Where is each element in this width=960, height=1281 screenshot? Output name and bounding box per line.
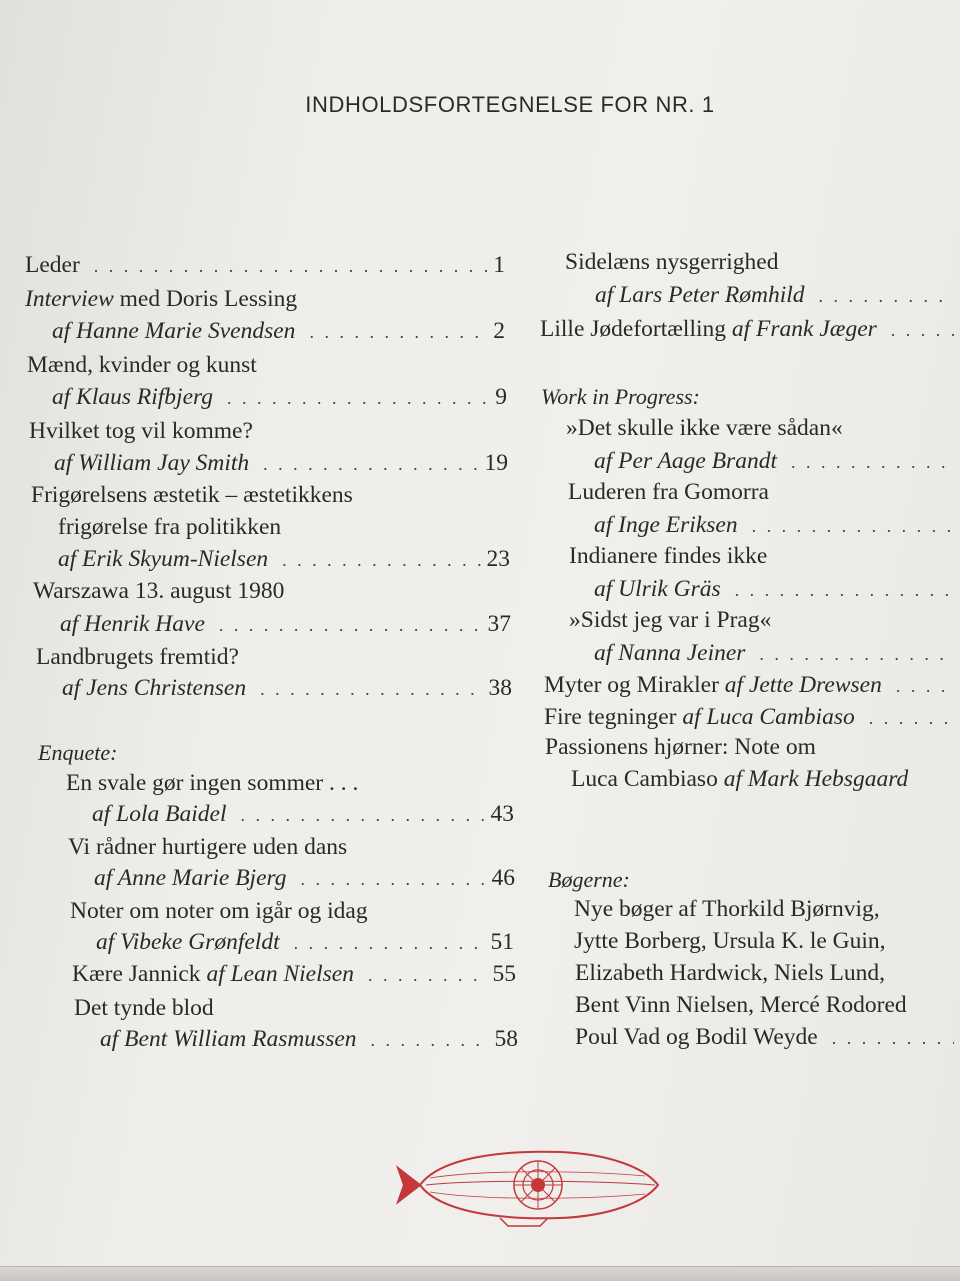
entry-title: »Sidst jeg var i Prag«	[569, 607, 772, 633]
toc-entry-landbrug-author[interactable]	[62, 675, 512, 707]
toc-entry-dans-author[interactable]	[94, 865, 515, 897]
toc-entry-prag-title[interactable]	[569, 607, 960, 639]
page-number: 9	[495, 384, 507, 410]
toc-entry-leder[interactable]	[25, 252, 505, 284]
section-heading-enquete: Enquete:	[38, 740, 118, 765]
by-prefix: af	[52, 318, 71, 344]
toc-entry-sidelaens-author[interactable]	[595, 282, 960, 314]
entry-title-italic: Interview	[25, 286, 114, 312]
airship-icon	[390, 1140, 670, 1230]
entry-author	[594, 640, 745, 667]
entry-title: Mænd, kvinder og kunst	[27, 352, 257, 378]
toc-entry-warszawa-title[interactable]	[33, 578, 505, 610]
by-prefix: af	[62, 675, 81, 701]
toc-entry-landbrug-title[interactable]	[36, 644, 505, 676]
entry-title: Landbrugets fremtid?	[36, 644, 239, 670]
dot-leader	[896, 676, 954, 697]
toc-entry-saadan-author[interactable]	[594, 448, 960, 480]
toc-entry-noter-title[interactable]	[70, 898, 510, 930]
dot-leader	[791, 452, 954, 473]
by-prefix: af	[100, 1026, 119, 1052]
entry-author	[94, 865, 287, 892]
dot-leader	[891, 320, 954, 341]
by-prefix: af	[94, 865, 113, 891]
author-name: Anne Marie Bjerg	[117, 865, 287, 891]
entry-title: Vi rådner hurtigere uden dans	[68, 834, 348, 860]
toc-entry-indianere-author[interactable]	[594, 576, 960, 608]
book-list-line-1	[574, 896, 960, 928]
entry-title: Leder	[25, 252, 80, 278]
dot-leader	[759, 644, 954, 665]
toc-entry-tog-title[interactable]	[29, 418, 505, 450]
by-prefix: af	[60, 611, 79, 637]
author-name: Jette Drewsen	[748, 672, 882, 698]
entry-title: Luderen fra Gomorra	[568, 479, 769, 505]
book-list-text: Jytte Borberg, Ursula K. le Guin,	[574, 928, 886, 954]
dot-leader	[735, 580, 954, 601]
entry-title-continued	[571, 766, 908, 793]
by-prefix: af	[595, 282, 614, 308]
toc-entry-kunst-author[interactable]	[52, 384, 507, 416]
by-prefix: af	[594, 640, 613, 666]
by-prefix: af	[723, 766, 742, 792]
toc-entry-myter[interactable]	[544, 672, 960, 704]
entry-title	[540, 316, 877, 343]
entry-title	[544, 704, 855, 731]
dot-leader	[368, 965, 487, 986]
entry-author	[92, 801, 226, 828]
page-title: INDHOLDSFORTEGNELSE FOR NR. 1	[305, 92, 715, 117]
entry-author	[52, 318, 295, 345]
dot-leader	[240, 805, 484, 826]
toc-entry-svale-title[interactable]	[66, 770, 506, 802]
dot-leader	[832, 1028, 954, 1049]
entry-author	[60, 611, 205, 638]
entry-title: Det tynde blod	[74, 995, 214, 1021]
author-name: Lars Peter Rømhild	[619, 282, 805, 308]
entry-title: Frigørelsens æstetik – æstetikkens	[31, 482, 353, 508]
by-prefix: af	[58, 546, 77, 572]
book-list-line-3	[575, 960, 960, 992]
entry-title-text: Lille Jødefortælling	[540, 316, 727, 342]
entry-title: En svale gør ingen sommer . . .	[66, 770, 359, 796]
dot-leader	[263, 454, 478, 475]
author-name: Per Aage Brandt	[618, 448, 777, 474]
section-heading-work-in-progress: Work in Progress:	[541, 384, 700, 409]
entry-author	[52, 384, 213, 411]
toc-entry-dans-title[interactable]	[68, 834, 508, 866]
dot-leader	[227, 388, 489, 409]
entry-author	[594, 448, 777, 475]
dot-leader	[282, 550, 480, 571]
entry-title: Warszawa 13. august 1980	[33, 578, 285, 604]
entry-author	[594, 512, 738, 539]
toc-entry-warszawa-author[interactable]	[60, 611, 511, 643]
entry-title-continued: frigørelse fra politikken	[58, 514, 282, 540]
author-name: Henrik Have	[84, 611, 205, 637]
page-number: 2	[493, 318, 505, 344]
by-prefix: af	[724, 672, 744, 698]
page-number: 23	[486, 546, 510, 572]
author-name: Hanne Marie Svendsen	[76, 318, 296, 344]
entry-title	[72, 961, 354, 988]
by-prefix: af	[96, 929, 115, 955]
author-name: Inge Eriksen	[618, 512, 738, 538]
toc-entry-blod-title[interactable]	[74, 995, 514, 1027]
book-list-line-4	[575, 992, 960, 1024]
toc-entry-passion-title-2[interactable]	[571, 766, 960, 798]
entry-title: Hvilket tog vil komme?	[29, 418, 253, 444]
entry-title-text: Fire tegninger	[544, 704, 677, 730]
by-prefix: af	[594, 576, 613, 602]
page-edge	[0, 1266, 960, 1281]
book-list-line-2	[574, 928, 960, 960]
page-number: 43	[490, 801, 514, 827]
dot-leader	[219, 615, 482, 636]
by-prefix: af	[54, 450, 73, 476]
toc-entry-kunst-title[interactable]	[27, 352, 505, 384]
entry-title-text: Kære Jannick	[72, 961, 201, 987]
author-name: Klaus Rifbjerg	[76, 384, 214, 410]
author-name: Jens Christensen	[86, 675, 247, 701]
by-prefix: af	[594, 512, 613, 538]
book-list-text: Elizabeth Hardwick, Niels Lund,	[575, 960, 885, 986]
toc-entry-lessing-author[interactable]	[52, 318, 505, 350]
entry-title: Noter om noter om igår og idag	[70, 898, 368, 924]
toc-entry-sidelaens-title[interactable]	[565, 249, 960, 281]
dot-leader	[819, 286, 954, 307]
page-number: 19	[484, 450, 508, 476]
toc-entry-indianere-title[interactable]	[569, 543, 960, 575]
toc-entry-frigoerelse-title-1[interactable]	[31, 482, 505, 514]
page-number: 38	[488, 675, 512, 701]
author-name: Lean Nielsen	[230, 961, 354, 987]
toc-entry-svale-author[interactable]	[92, 801, 514, 833]
dot-leader	[260, 679, 482, 700]
book-list-line-5[interactable]	[575, 1024, 960, 1056]
toc-entry-frigoerelse-author[interactable]	[58, 546, 510, 578]
page-number: 51	[490, 929, 514, 955]
author-name: Lola Baidel	[116, 801, 227, 827]
toc-entry-passion-title-1[interactable]	[545, 734, 960, 766]
book-list-text: Bent Vinn Nielsen, Mercé Rodored	[575, 992, 907, 1018]
author-name: Vibeke Grønfeldt	[120, 929, 280, 955]
author-name: Mark Hebsgaard	[747, 766, 909, 792]
entry-title-text: Luca Cambiaso	[571, 766, 718, 792]
dot-leader	[371, 1030, 489, 1051]
entry-author	[62, 675, 246, 702]
entry-title: Sidelæns nysgerrighed	[565, 249, 779, 275]
author-name: Ulrik Gräs	[618, 576, 721, 602]
dot-leader	[94, 256, 487, 277]
toc-entry-prag-author[interactable]	[594, 640, 960, 672]
toc-entry-noter-author[interactable]	[96, 929, 514, 961]
page-number: 55	[492, 961, 516, 987]
toc-entry-luderen-author[interactable]	[594, 512, 960, 544]
toc-entry-lille[interactable]	[540, 316, 960, 348]
page-number: 37	[487, 611, 511, 637]
book-list-text: Nye bøger af Thorkild Bjørnvig,	[574, 896, 880, 922]
entry-title: Passionens hjørner: Note om	[545, 734, 816, 760]
by-prefix: af	[92, 801, 111, 827]
dot-leader	[869, 708, 954, 729]
by-prefix: af	[206, 961, 225, 987]
toc-entry-luderen-title[interactable]	[568, 479, 960, 511]
page-number: 1	[493, 252, 505, 278]
entry-author	[54, 450, 249, 477]
page-number: 58	[494, 1026, 518, 1052]
author-name: Frank Jæger	[756, 316, 877, 342]
page-number: 46	[491, 865, 515, 891]
entry-title	[25, 286, 297, 313]
entry-author	[96, 929, 280, 956]
by-prefix: af	[731, 316, 751, 342]
toc-entry-lessing-title[interactable]	[25, 286, 505, 318]
entry-title	[544, 672, 882, 699]
author-name: William Jay Smith	[78, 450, 250, 476]
by-prefix: af	[682, 704, 701, 730]
by-prefix: af	[52, 384, 71, 410]
author-name: Bent William Rasmussen	[124, 1026, 357, 1052]
toc-entry-blod-author[interactable]	[100, 1026, 518, 1058]
author-name: Erik Skyum-Nielsen	[82, 546, 269, 572]
entry-author	[100, 1026, 357, 1053]
toc-entry-frigoerelse-title-2[interactable]	[58, 514, 505, 546]
entry-title-text: Myter og Mirakler	[544, 672, 719, 698]
author-name: Nanna Jeiner	[618, 640, 746, 666]
toc-entry-tog-author[interactable]	[54, 450, 508, 482]
book-list-text: Poul Vad og Bodil Weyde	[575, 1024, 818, 1050]
section-heading-boegerne: Bøgerne:	[548, 867, 630, 892]
entry-author	[595, 282, 805, 309]
entry-author	[594, 576, 721, 603]
by-prefix: af	[594, 448, 613, 474]
toc-entry-jannick[interactable]	[72, 961, 516, 993]
dot-leader	[309, 322, 487, 343]
dot-leader	[294, 933, 485, 954]
entry-author	[58, 546, 268, 573]
author-name: Luca Cambiaso	[706, 704, 855, 730]
toc-entry-saadan-title[interactable]	[566, 415, 960, 447]
entry-title: Indianere findes ikke	[569, 543, 768, 569]
toc-entry-fire[interactable]	[544, 704, 960, 736]
entry-title-rest: med Doris Lessing	[113, 286, 298, 312]
dot-leader	[301, 869, 486, 890]
entry-title: »Det skulle ikke være sådan«	[566, 415, 843, 441]
dot-leader	[752, 516, 954, 537]
